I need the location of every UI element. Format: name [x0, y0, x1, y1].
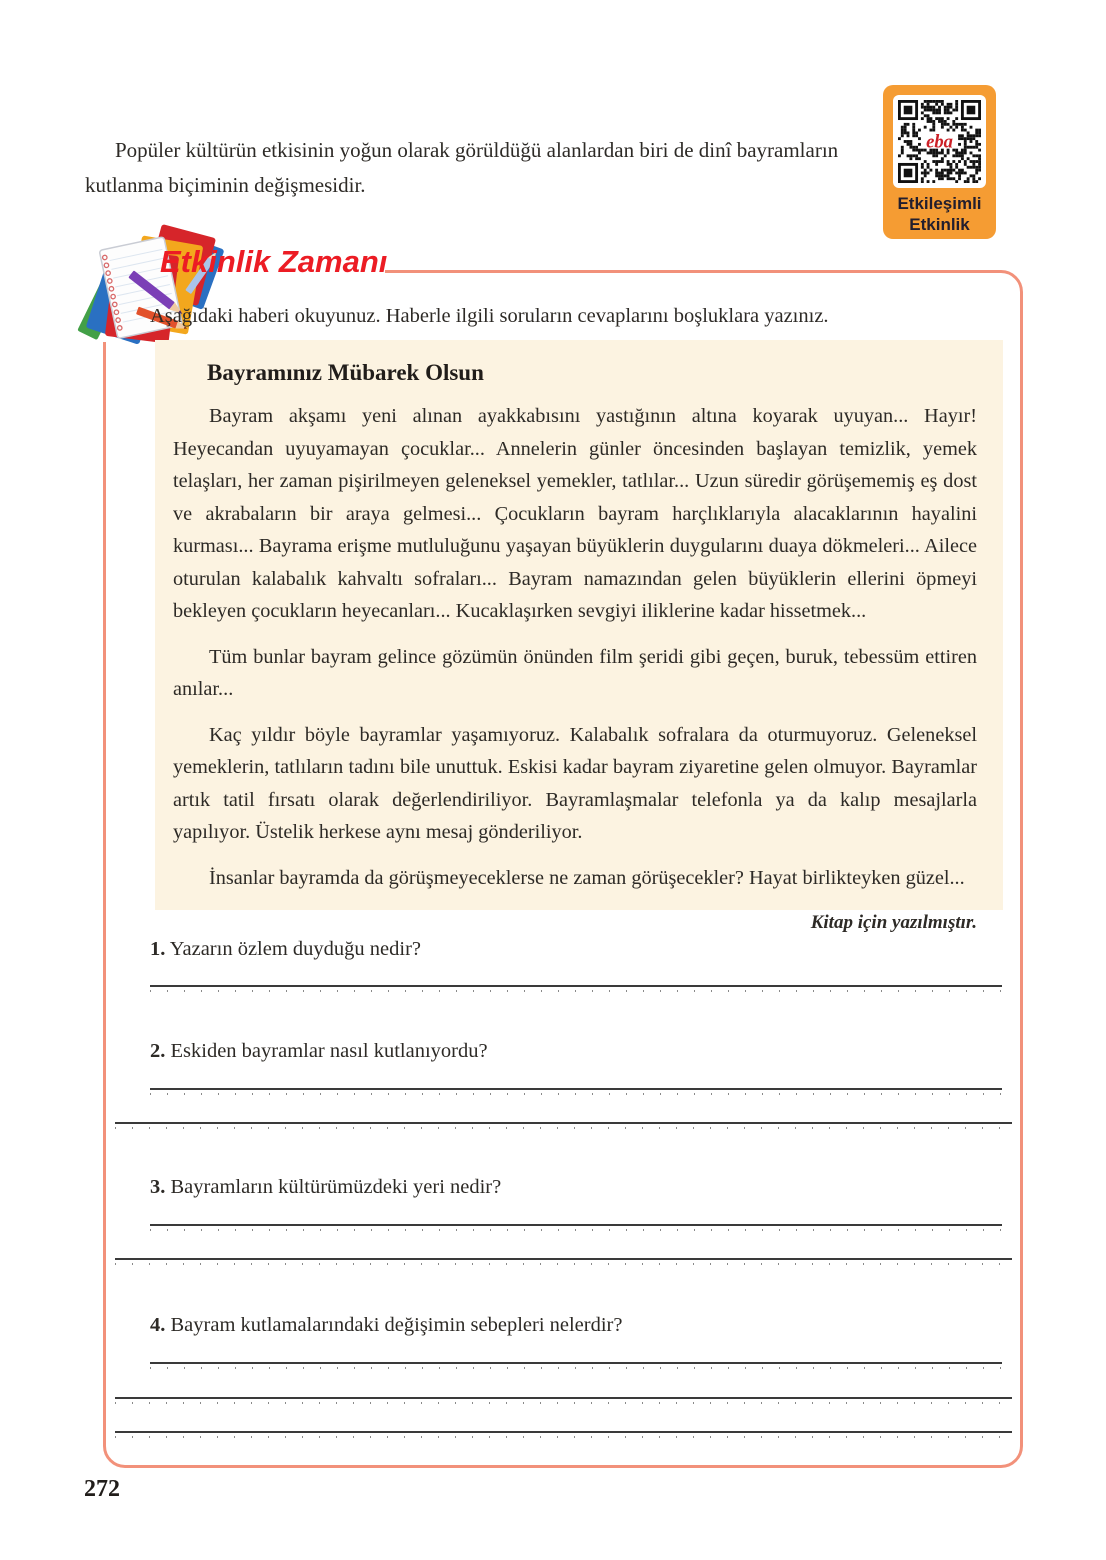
section-title: Etkinlik Zamanı: [160, 244, 388, 279]
question-3: 3. Bayramların kültürümüzdeki yeri nedir?: [150, 1176, 502, 1198]
answer-line-q2[interactable]: [150, 1088, 1002, 1095]
answer-line-q3[interactable]: [115, 1258, 1012, 1265]
interactive-activity-badge[interactable]: [883, 85, 996, 239]
answer-line-q4[interactable]: [115, 1431, 1012, 1438]
article-paragraph: Bayram akşamı yeni alınan ayakkabısını yastığının altına koyarak uyuyan... Hayır! Heyecandan uyuyamayan çocuklar... Annelerin günler öncesinden başlayan temizlik, yemek telaşları, her zaman pişirilmeyen geleneksel yemekler, tatlılar... Uzun süredir görüşememiş eş dost ve akrabaların bir araya gelmesi... Çocukların bayram harçlıklarıyla alacaklarının hayalini kurması... Bayrama erişme mutluluğunu yaşayan büyüklerin duygularını duaya dökmeleri... Ailece oturulan kalabalık kahvaltı sofraları... Bayram namazından gelen büyüklerin ellerini öpmeyi bekleyen çocukların heyecanları... Kucaklaşırken sevgiyi iliklerine kadar hissetmek...: [173, 405, 977, 622]
qr-code-image: [898, 100, 981, 183]
page-number: 272: [84, 1476, 120, 1502]
answer-line-q4[interactable]: [150, 1362, 1002, 1369]
answer-line-q3[interactable]: [150, 1224, 1002, 1231]
answer-line-q1[interactable]: [150, 985, 1002, 992]
question-2: 2. Eskiden bayramlar nasıl kutlanıyordu?: [150, 1040, 488, 1062]
article-title: Bayramınız Mübarek Olsun: [207, 360, 484, 385]
question-1: 1. Yazarın özlem duyduğu nedir?: [150, 938, 422, 960]
activity-instruction: Aşağıdaki haberi okuyunuz. Haberle ilgili soruların cevaplarını boşluklara yazınız.: [150, 305, 829, 327]
article-source: Kitap için yazılmıştır.: [810, 912, 977, 933]
answer-line-q2[interactable]: [115, 1122, 1012, 1129]
article-paragraph: Tüm bunlar bayram gelince gözümün önünden film şeridi gibi geçen, buruk, tebessüm ettiren anılar...: [173, 645, 977, 700]
article-paragraph: Kaç yıldır böyle bayramlar yaşamıyoruz. Kalabalık sofralara da oturmuyoruz. Geleneksel yemeklerin, tatlıların tadını bile unuttuk. Eskisi kadar bayram ziyaretine gelen olmuyor. Bayramlar artık tatil fırsatı olarak değerlendiriliyor. Bayramlaşmalar telefonla ya da kalıp mesajlarla yapılıyor. Üstelik herkese aynı mesaj gönderiliyor.: [173, 723, 977, 843]
article-box: [155, 340, 1003, 933]
intro-paragraph: Popüler kültürün etkisinin yoğun olarak görüldüğü alanlardan biri de dinî bayramların kutlanma biçiminin değişmesidir.: [85, 138, 839, 197]
article-paragraph: İnsanlar bayramda da görüşmeyeceklerse ne zaman görüşecekler? Hayat birlikteyken güzel...: [209, 866, 965, 889]
qr-code: [893, 95, 986, 188]
badge-label: Etkileşimli Etkinlik: [897, 194, 982, 234]
eba-logo: eba: [926, 131, 953, 153]
answer-line-q4[interactable]: [115, 1397, 1012, 1404]
question-4: 4. Bayram kutlamalarındaki değişimin sebepleri nelerdir?: [150, 1314, 623, 1336]
